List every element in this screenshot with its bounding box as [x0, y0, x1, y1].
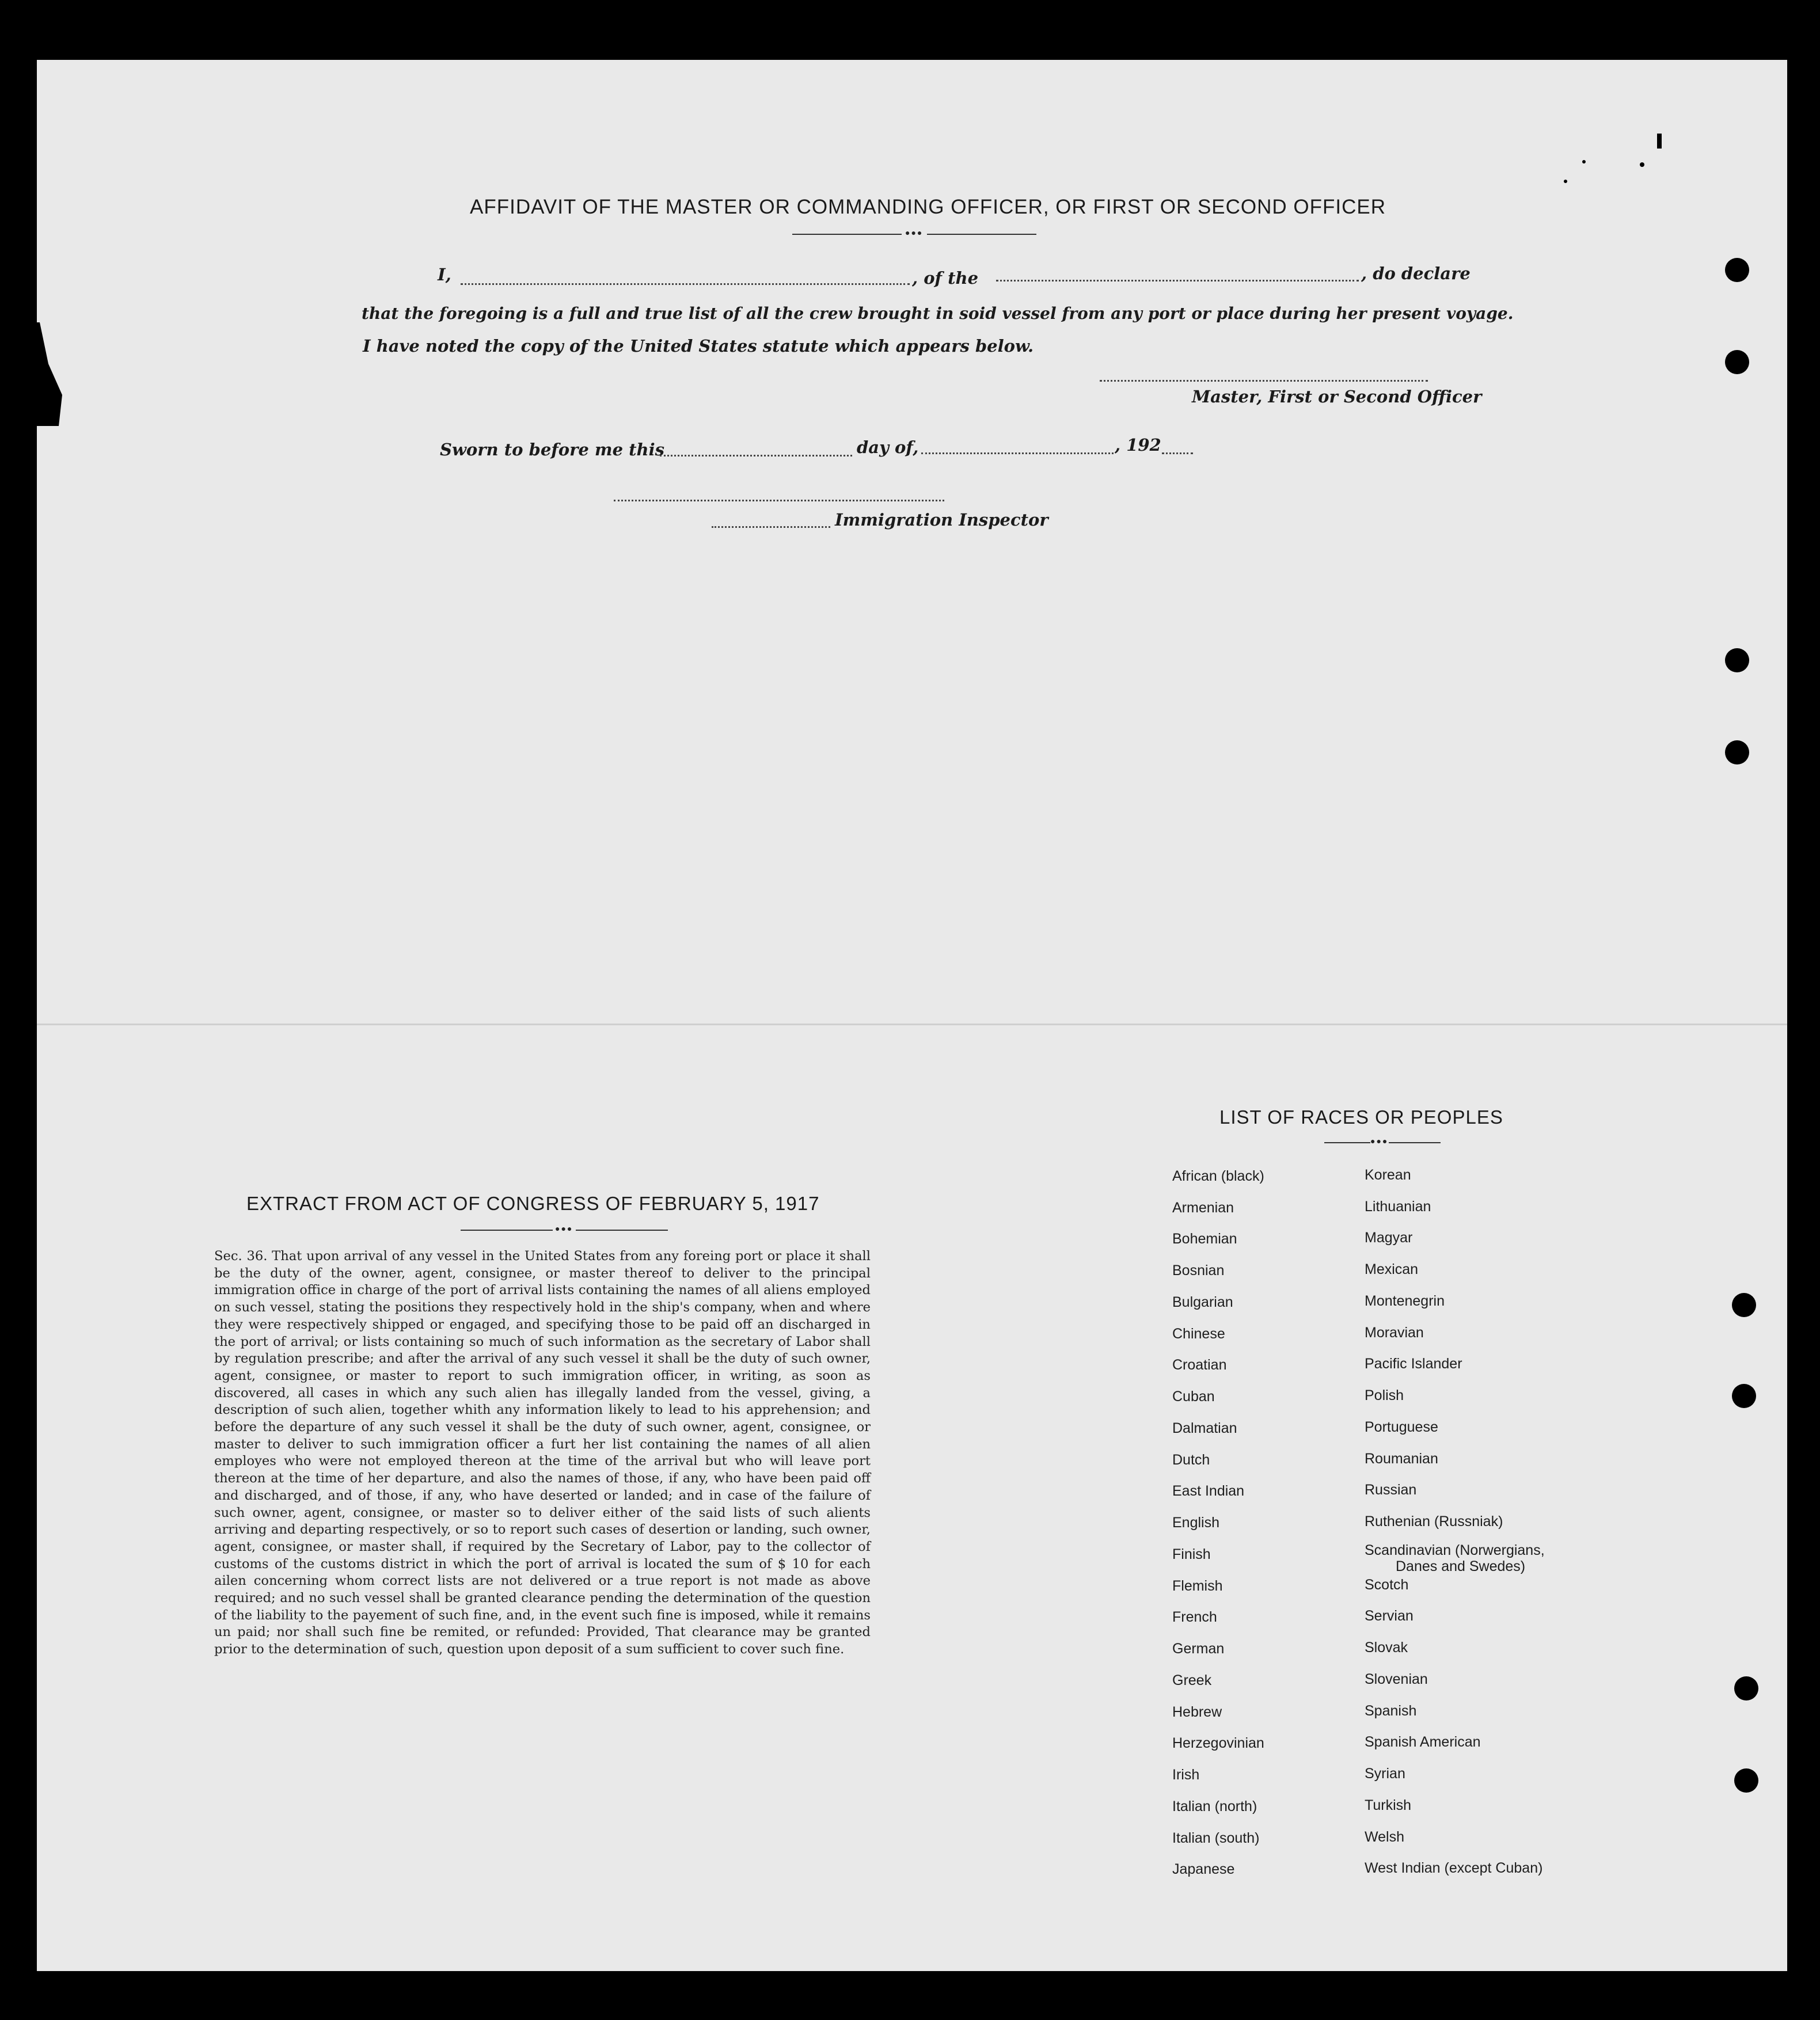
ink-mark: [1564, 180, 1567, 183]
race-right-item: Russian: [1365, 1482, 1417, 1498]
races-ornament-rule: [1389, 1142, 1441, 1143]
race-right-item: Slovak: [1365, 1639, 1408, 1656]
race-left-item: East Indian: [1172, 1483, 1245, 1499]
title-ornament-rule: [792, 234, 902, 235]
race-left-item: Flemish: [1172, 1578, 1223, 1594]
binder-hole: [1732, 1384, 1756, 1408]
ink-mark: [1640, 162, 1644, 167]
affidavit-title: AFFIDAVIT OF THE MASTER OR COMMANDING OFFICER, OR FIRST OR SECOND OFFICER: [470, 196, 1386, 218]
race-left-item: Greek: [1172, 1672, 1212, 1688]
master-signature-label: Master, First or Second Officer: [1192, 387, 1482, 406]
ink-mark: [1657, 134, 1662, 149]
race-right-item: Spanish: [1365, 1703, 1417, 1719]
sworn-year-label: , 192: [1115, 435, 1161, 455]
master-signature-blank[interactable]: [1100, 380, 1428, 382]
races-ornament-rule: [1324, 1142, 1370, 1143]
race-left-item: Bosnian: [1172, 1262, 1225, 1279]
race-right-item: Portuguese: [1365, 1419, 1438, 1435]
affidavit-statute-note: I have noted the copy of the United States statute which appears below.: [363, 336, 1034, 356]
name-blank[interactable]: [461, 283, 910, 285]
sworn-day-blank[interactable]: [660, 455, 852, 457]
race-right-item: Lithuanian: [1365, 1199, 1431, 1215]
sworn-label: Sworn to before me this: [440, 440, 664, 459]
race-right-item: Scotch: [1365, 1577, 1409, 1593]
extract-body: Sec. 36. That upon arrival of any vessel in the United States from any foreing port or place it shall be the duty of the owner, agent, consignee, or master thereof to deliver to the principal immigration office in charge of the port of arrival lists containing the names of all aliens employed on such vessel, stating the positions they respectively hold in the ship's company, when and where they were respectively shipped or engaged, and specifying those to be paid off an discharged in the port of arrival; or lists containing so much of such information as the secretary of Labor shall by regulation prescribe; and after the arrival of any such vessel it shall be the duty of such owner, agent, consignee, or master to report to such immigration officer, in writing, as soon as discovered, all cases in which any such alien has illegally landed from the vessel, giving, a description of such alien, together whith any information likely to lead to his apprehension; and before the departure of any such vessel it shall be the duty of such owner, agent, consignee, or master to deliver to such immigration officer a furt her list containing the names of all alien employes who were not employed thereon at the time of the arrival but who will leave port thereon at the time of her departure, and also the names of those, if any, who have been paid off and discharged, and of those, if any, who have deserted or landed; and in case of the failure of such owner, agent, consignee, or master so to deliver either of the said lists of such alients arriving and departing respectively, or so to report such cases of desertion or landing, such owner, agent, consignee, or master shall, if required by the Secretary of Labor, pay to the collector of customs of the customs district in which the port of arrival is located the sum of $ 10 for each ailen concerning whom correct lists are not delivered or a true report is not made as above required; and no such vessel shall be granted clearance pending the determination of the question of the liability to the payement of such fine, and, in the event such fine is imposed, while it remains un paid; nor shall such fine be remited, or refunded: Provided, That clearance may be granted prior to the determination of such, question upon deposit of a sum sufficient to cover such fine.: [214, 1249, 871, 1657]
race-right-item: Scandinavian (Norwergians,: [1365, 1542, 1545, 1558]
affidavit-declare-label: , do declare: [1361, 264, 1471, 283]
race-left-item: Bohemian: [1172, 1231, 1237, 1247]
race-left-item: Bulgarian: [1172, 1294, 1233, 1310]
race-right-item-continuation: Danes and Swedes): [1396, 1558, 1526, 1574]
race-right-item: West Indian (except Cuban): [1365, 1860, 1543, 1876]
sworn-year-blank[interactable]: [1162, 452, 1193, 454]
race-left-item: Italian (south): [1172, 1830, 1260, 1846]
race-left-item: Herzegovinian: [1172, 1735, 1264, 1751]
sworn-month-blank[interactable]: [921, 452, 1114, 454]
race-right-item: Turkish: [1365, 1797, 1412, 1813]
title-ornament-dots: ●●●: [905, 228, 924, 237]
race-left-item: Finish: [1172, 1546, 1211, 1562]
race-right-item: Ruthenian (Russniak): [1365, 1513, 1503, 1530]
races-ornament-dots: ●●●: [1370, 1136, 1389, 1146]
race-left-item: Croatian: [1172, 1357, 1227, 1373]
extract-ornament-dots: ●●●: [555, 1224, 573, 1233]
race-right-item: Mexican: [1365, 1261, 1419, 1277]
race-right-item: Montenegrin: [1365, 1293, 1445, 1309]
race-left-item: Chinese: [1172, 1326, 1225, 1342]
affidavit-of-the-label: , of the: [912, 268, 979, 288]
race-left-item: Dutch: [1172, 1452, 1210, 1468]
extract-title: EXTRACT FROM ACT OF CONGRESS OF FEBRUARY 5, 1917: [246, 1193, 820, 1214]
affidavit-i-label: I,: [438, 265, 451, 284]
binder-hole: [1732, 1293, 1756, 1317]
binder-hole: [1725, 740, 1749, 764]
race-right-item: Roumanian: [1365, 1451, 1438, 1467]
binder-hole: [1725, 258, 1749, 282]
race-left-item: French: [1172, 1609, 1217, 1625]
races-title: LIST OF RACES OR PEOPLES: [1219, 1106, 1503, 1128]
affidavit-statement: that the foregoing is a full and true list of all the crew brought in soid vessel from any port or place during her present voyage.: [362, 304, 1514, 323]
race-right-item: Korean: [1365, 1167, 1411, 1183]
race-right-item: Syrian: [1365, 1766, 1405, 1782]
race-right-item: Slovenian: [1365, 1671, 1428, 1687]
race-right-item: Moravian: [1365, 1325, 1424, 1341]
race-right-item: Pacific Islander: [1365, 1356, 1462, 1372]
race-right-item: Welsh: [1365, 1829, 1405, 1845]
race-left-item: Japanese: [1172, 1861, 1235, 1877]
binder-hole: [1734, 1676, 1758, 1701]
race-left-item: Italian (north): [1172, 1798, 1257, 1814]
race-left-item: Irish: [1172, 1767, 1200, 1783]
race-left-item: German: [1172, 1641, 1225, 1657]
page-fold-line: [37, 1024, 1787, 1025]
inspector-prefix-blank[interactable]: [712, 526, 830, 528]
race-right-item: Polish: [1365, 1387, 1404, 1403]
extract-ornament-rule: [576, 1230, 668, 1231]
race-left-item: Hebrew: [1172, 1704, 1222, 1720]
sworn-day-of-label: day of,: [857, 438, 919, 457]
race-left-item: African (black): [1172, 1168, 1264, 1184]
inspector-signature-blank[interactable]: [614, 500, 944, 501]
title-ornament-rule: [927, 234, 1036, 235]
race-right-item: Spanish American: [1365, 1734, 1481, 1750]
race-left-item: Armenian: [1172, 1200, 1234, 1216]
ink-mark: [1582, 160, 1586, 163]
race-left-item: English: [1172, 1515, 1219, 1531]
binder-hole: [1725, 648, 1749, 672]
race-right-item: Servian: [1365, 1608, 1414, 1624]
binder-hole: [1725, 350, 1749, 374]
race-right-item: Magyar: [1365, 1230, 1413, 1246]
inspector-label: Immigration Inspector: [835, 510, 1048, 530]
binder-hole: [1734, 1768, 1758, 1793]
race-left-item: Cuban: [1172, 1388, 1215, 1405]
extract-ornament-rule: [461, 1230, 553, 1231]
race-left-item: Dalmatian: [1172, 1420, 1237, 1436]
vessel-blank[interactable]: [996, 280, 1359, 281]
